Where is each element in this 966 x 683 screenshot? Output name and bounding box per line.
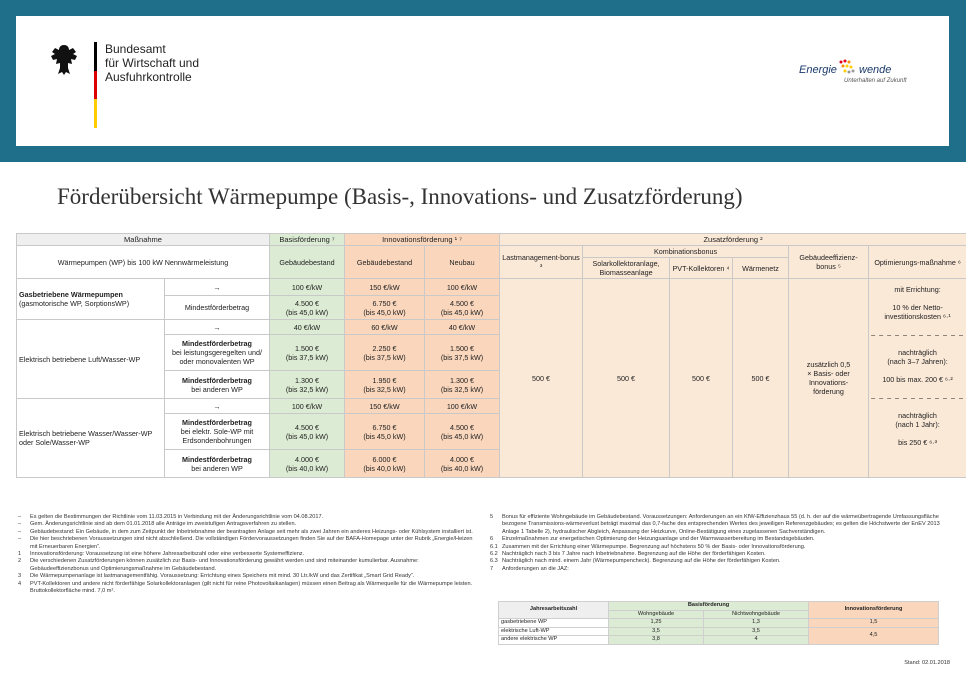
jaz-table bbox=[498, 601, 939, 645]
header-inno-bestand: Gebäudebestand bbox=[345, 246, 425, 279]
footnote: 6.1 Zusammen mit der Errichtung einer Wärmepumpe. Begrenzung auf höchstens 50 % der Basis- oder Innovationsförderung. bbox=[490, 543, 806, 550]
table-header-row-2 bbox=[17, 246, 966, 258]
jaz-header-2: Wohngebäude Nichtwohngebäude bbox=[499, 610, 939, 619]
energiewende-word2: wende bbox=[859, 64, 892, 76]
effizienz-value: zusätzlich 0,5 × Basis- oder Innovations- förderung bbox=[789, 279, 869, 478]
group-gas: Gasbetriebene Wärmepumpen (gasmotorische WP, SorptionsWP) bbox=[17, 279, 165, 320]
footnote: 6 Einzelmaßnahmen zur energetischen Optimierung der Heizungsanlage und der Warmwasserbereitung im Bestandsgebäuden. bbox=[490, 536, 815, 543]
header-solar: Solarkollektoranlage, Biomasseanlage bbox=[583, 258, 670, 279]
footnote: 1 Innovationsförderung: Voraussetzung ist eine höhere Jahresarbeitszahl oder eine verbesserte Systemeffizienz. bbox=[18, 551, 305, 558]
optimierung-value: mit Errichtung: 10 % der Netto- investitionskosten ⁶·¹ – – – – – – – – – – – – nachträglich (nach 3–7 Jahren): 100 bis max. 200 € ⁶·² – – – – – – – – – – – – nachträglich (nach 1 Jahr): bis 250 € ⁶·³ bbox=[869, 279, 966, 478]
header-massnahme: Maßnahme bbox=[17, 234, 270, 246]
footnote: 3 Die Wärmepumpenanlage ist lastmanagementfähig. Voraussetzung: Errichtung eines Speichers mit mind. 30 Ltr./kW und das Zertifikat „Smart Grid Ready“. bbox=[18, 573, 415, 580]
page-title: Förderübersicht Wärmepumpe (Basis-, Innovations- und Zusatzförderung) bbox=[57, 184, 743, 209]
header-waermenetz: Wärmenetz bbox=[733, 258, 789, 279]
header-basis-bestand: Gebäudebestand bbox=[270, 246, 345, 279]
footnote: 6.3 Nachträglich nach mind. einem Jahr (Wärmepumpencheck). Begrenzung auf die Höhe der förderfähigen Kosten. bbox=[490, 558, 781, 565]
header-basis: Basisförderung ⁷ bbox=[270, 234, 345, 246]
federal-eagle-icon bbox=[46, 42, 82, 78]
jaz-row: gasbetriebene WP 1,25 1,3 1,5 bbox=[499, 619, 939, 628]
table-row: Elektrisch betriebene Wasser/Wasser-WP oder Sole/Wasser-WP → 100 €/kW 150 €/kW 100 €/kW bbox=[17, 399, 966, 414]
table-row: Gasbetriebene Wärmepumpen (gasmotorische WP, SorptionsWP) → 100 €/kW 150 €/kW 100 €/kW 500 € 500 € 500 € 500 € zusätzlich 0,5 × Basis- oder Innovations- förderung mit Errichtung: 10 % der Netto- investitionskosten ⁶·¹ – – – – – – – – – – – – nachträglich (nach 3–7 Jahren): 100 bis max. 200 € ⁶·² – – – – – – – – – – – – nachträglich (nach 1 Jahr): bis 250 € ⁶·³ bbox=[17, 279, 966, 296]
stand-date: Stand: 02.01.2018 bbox=[904, 660, 950, 666]
group-luft: Elektrisch betriebene Luft/Wasser-WP bbox=[17, 320, 165, 399]
header-optimierung: Optimierungs-maßnahme ⁶ bbox=[869, 246, 966, 279]
footnote: 4 PVT-Kollektoren und andere nicht förderfähige Solarkollektoranlagen (gilt nicht für reine Photovoltaikanlagen) müssen einen Beitrag als Wärmequelle für die Wärmepumpe leisten. Bruttokollektorfläche mind. 7,0 m². bbox=[18, 580, 473, 595]
energiewende-tagline: Unterhalten auf Zukunft bbox=[844, 78, 907, 84]
header-zusatz: Zusatzförderung ² bbox=[500, 234, 966, 246]
jaz-header-1: Jahresarbeitszahl Basisförderung Innovationsförderung bbox=[499, 602, 939, 611]
table-row: Mindestförderbetrag bei anderen WP 4.000 € (bis 40,0 kW) 6.000 € (bis 40,0 kW) 4.000 € (bis 40,0 kW) bbox=[17, 450, 966, 478]
header-wp: Wärmepumpen (WP) bis 100 kW Nennwärmeleistung bbox=[17, 246, 270, 279]
header-lastmanagement: Lastmanagement-bonus ³ bbox=[500, 246, 583, 279]
header-pvt: PVT-Kollektoren ⁴ bbox=[670, 258, 733, 279]
bafa-name: Bundesamt für Wirtschaft und Ausfuhrkontrolle bbox=[105, 42, 200, 84]
footnote: – Gebäudebestand: Ein Gebäude, in dem zum Zeitpunkt der Inbetriebnahme der beantragten Anlage seit mehr als zwei Jahren ein anderes Heizungs- oder Kühlsystem installiert ist. bbox=[18, 528, 473, 535]
footnotes-right bbox=[490, 514, 950, 573]
footnote: 5 Bonus für effiziente Wohngebäude im Gebäudebestand. Voraussetzungen: Anforderungen an ein KfW-Effizienzhaus 55 (d. h. der auf die wärmeübertragende Umfassungsfläche bezogene Transmissions-wärmeverlust beträgt maximal das 0,7-fache des entsprechenden Wertes des jeweiligen Referenzgebäudes; es gelten die Höchstwerte der EnEV 2013 Anlage 1 Tabelle 2), hydraulischer Abgleich, Anpassung der Heizkurve, Online-Bestätigung eines zugelassenen Sachverständigen. bbox=[490, 514, 940, 535]
footnote: – Es gelten die Bestimmungen der Richtlinie vom 11.03.2015 in Verbindung mit der Änderungsrichtlinie vom 04.08.2017. bbox=[18, 514, 324, 520]
arrow-cell: → bbox=[165, 279, 270, 296]
jaz-row: andere elektrische WP 3,8 4 bbox=[499, 636, 939, 645]
pvt-value: 500 € bbox=[670, 279, 733, 478]
header-effizienz: Gebäudeeffizienz-bonus ⁵ bbox=[789, 246, 869, 279]
table-row: Mindestförderbetrag bei leistungsgeregelten und/ oder monovalenten WP 1.500 € (bis 37,5 kW) 2.250 € (bis 37,5 kW) 1.500 € (bis 37,5 kW) bbox=[17, 335, 966, 371]
table-row: Mindestförderbetrag bei elektr. Sole-WP mit Erdsondenbohrungen 4.500 € (bis 45,0 kW) 6.750 € (bis 45,0 kW) 4.500 € (bis 45,0 kW) bbox=[17, 414, 966, 450]
jaz-row: elektrische Luft-WP 3,5 3,5 4,5 bbox=[499, 627, 939, 636]
waermenetz-value: 500 € bbox=[733, 279, 789, 478]
header-panel bbox=[16, 16, 949, 146]
energiewende-word1: Energie bbox=[799, 64, 837, 76]
flag-bar bbox=[94, 42, 97, 128]
arrow-cell: → bbox=[165, 399, 270, 414]
footnote: 6.2 Nachträglich nach 3 bis 7 Jahre nach Inbetriebnahme. Begrenzung auf die Höhe der förderfähigen Kosten. bbox=[490, 551, 766, 558]
footnote: – Gem. Änderungsrichtlinie sind ab dem 01.01.2018 alle Anträge im zweistufigen Antragsverfahren zu stellen. bbox=[18, 521, 297, 528]
energiewende-logo bbox=[799, 56, 919, 96]
group-sole: Elektrisch betriebene Wasser/Wasser-WP oder Sole/Wasser-WP bbox=[17, 399, 165, 478]
header-neubau: Neubau bbox=[425, 246, 500, 279]
footnotes-left bbox=[18, 514, 478, 595]
table-row: Mindestförderbetrag bei anderen WP 1.300 € (bis 32,5 kW) 1.950 € (bis 32,5 kW) 1.300 € (bis 32,5 kW) bbox=[17, 371, 966, 399]
header-innovation: Innovationsförderung ¹ ⁷ bbox=[345, 234, 500, 246]
header-kombination: Kombinationsbonus bbox=[583, 246, 789, 258]
table-header-row-1 bbox=[17, 234, 966, 246]
header-frame bbox=[0, 0, 966, 162]
table-row: Elektrisch betriebene Luft/Wasser-WP → 40 €/kW 60 €/kW 40 €/kW bbox=[17, 320, 966, 335]
solar-value: 500 € bbox=[583, 279, 670, 478]
footnote: – Die hier beschriebenen Voraussetzungen sind nicht abschließend. Die vollständigen Fördervoraussetzungen finden Sie auf der BAFA-Homepage unter der Rubrik „Energie/Heizen mit Erneuerbaren Energien“. bbox=[18, 536, 473, 550]
arrow-cell: → bbox=[165, 320, 270, 335]
table-row: Mindestförderbetrag 4.500 € (bis 45,0 kW) 6.750 € (bis 45,0 kW) 4.500 € (bis 45,0 kW) bbox=[17, 296, 966, 320]
lastmanagement-value: 500 € bbox=[500, 279, 583, 478]
funding-table bbox=[16, 233, 966, 478]
footnote: 2 Die verschiedenen Zusatzförderungen können zusätzlich zur Basis- und Innovationsförderung gewährt werden und sind miteinander kumulierbar. Ausnahme: Gebäudeeffizienzbonus und Optimierungsmaßnahme im Gebäudebestand. bbox=[18, 558, 419, 572]
footnote: 7 Anforderungen an die JAZ: bbox=[490, 565, 569, 572]
energiewende-dots-icon bbox=[837, 58, 861, 76]
